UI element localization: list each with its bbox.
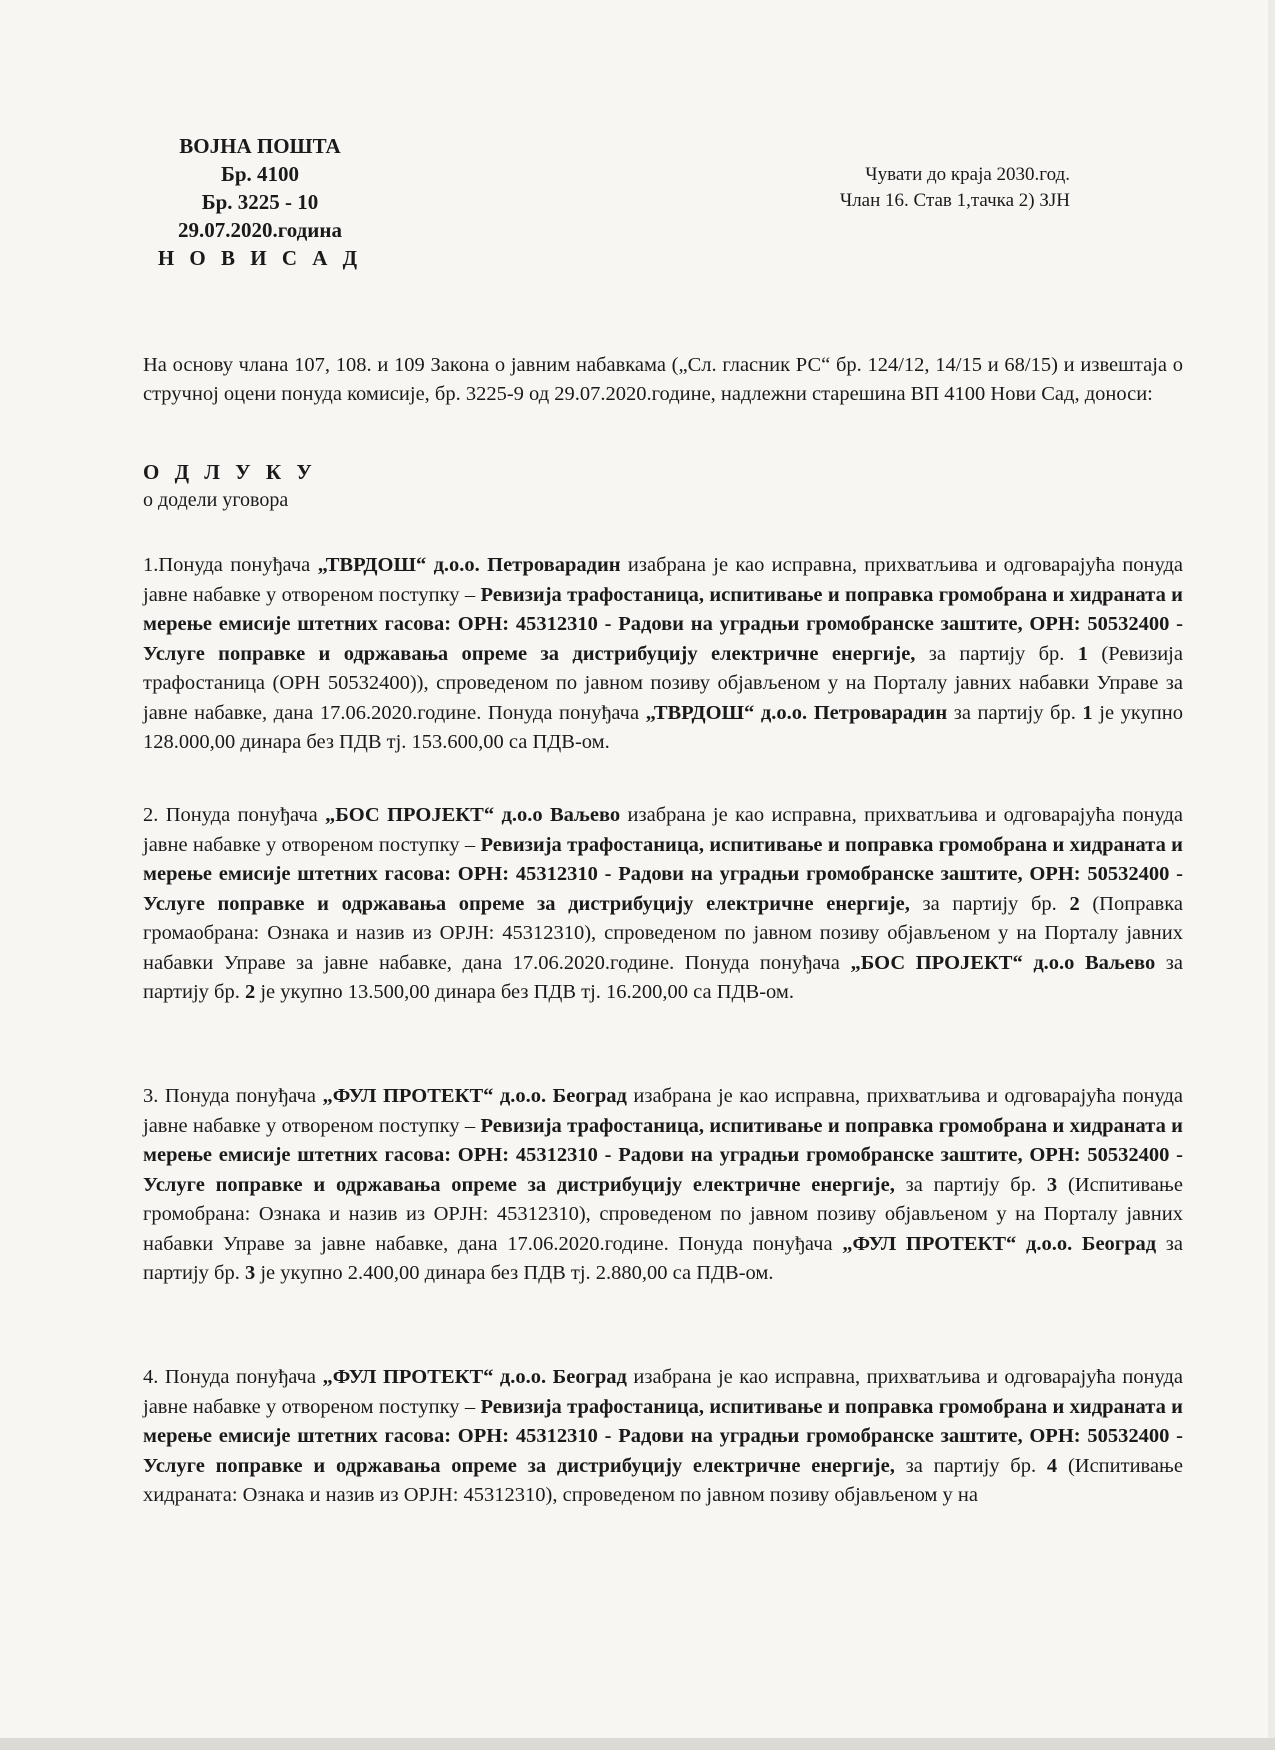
item-prefix: 3. Понуда понуђача	[143, 1085, 323, 1107]
decision-item-2	[143, 801, 1183, 1008]
intro-paragraph: На основу члана 107, 108. и 109 Закона о јавним набавкама („Сл. гласник РС“ бр. 124/12, 14/15 и 68/15) и извештаја о стручној оцени понуда комисије, бр. 3225-9 од 29.07.2020.године, надлежни старешина ВП 4100 Нови Сад, доноси:	[143, 354, 1183, 405]
procurement-subject: Ревизија трафостаница, испитивање и поправка громобрана и хидраната и мерење емисије штетних гасова: ОРН: 45312310 - Радови на уградњи громобранске заштите, ОРН: 50532400 - Услуге поправке и одржавања опреме за дистрибуцију електричне енергије,	[143, 833, 1183, 915]
document-number: Бр. 3225 - 10	[201, 190, 319, 214]
lot-number: 4	[1046, 1454, 1058, 1477]
lot-number: 3	[244, 1262, 256, 1284]
decision-title: О Д Л У К У	[143, 460, 317, 484]
item-prefix: 4. Понуда понуђача	[143, 1366, 323, 1388]
lot-number: 2	[1069, 892, 1080, 915]
bidder-name: „ФУЛ ПРОТЕКТ“ д.о.о. Београд	[322, 1366, 627, 1388]
unit-number: Бр. 4100	[220, 162, 300, 186]
scan-edge	[1268, 0, 1275, 1750]
lot-number: 3	[1046, 1173, 1058, 1196]
item-text: изабрана је као исправна, прихватљива и одговарајућа понуда јавне набавке у отвореном поступку –	[143, 554, 1184, 606]
bidder-name: „БОС ПРОЈЕКТ“ д.о.о Ваљево	[325, 804, 621, 826]
decision-subtitle: о додели уговора	[143, 489, 289, 511]
item-text: изабрана је као исправна, прихватљива и одговарајућа понуда јавне набавке у отвореном поступку –	[143, 1085, 1183, 1137]
bidder-name: „ФУЛ ПРОТЕКТ“ д.о.о. Београд	[842, 1232, 1157, 1255]
item-prefix: 2. Понуда понуђача	[143, 804, 326, 826]
offer-amount: је укупно 2.400,00 динара без ПДВ тј. 2.880,00 са ПДВ-ом.	[255, 1262, 774, 1284]
procurement-subject: Ревизија трафостаница, испитивање и поправка громобрана и хидраната и мерење емисије штетних гасова: ОРН: 45312310 - Радови на уградњи громобранске заштите, ОРН: 50532400 - Услуге поправке и одржавања опреме за дистрибуцију електричне енергије,	[143, 1395, 1183, 1477]
bidder-name: „ТВРДОШ“ д.о.о. Петроварадин	[645, 701, 948, 724]
document-date: 29.07.2020.година	[178, 218, 342, 242]
item-text: изабрана је као исправна, прихватљива и одговарајућа понуда јавне набавке у отвореном поступку –	[143, 804, 1184, 856]
lot-description: (Испитивање хидраната: Ознака и назив из ОРЈН: 45312310), спроведеном по јавном позиву објављеном у на	[143, 1454, 1183, 1506]
lot-number: 2	[244, 981, 256, 1003]
lot-label: за партију бр.	[143, 1232, 1183, 1284]
retention-block	[770, 162, 1070, 214]
lot-label: за партију бр.	[894, 1454, 1047, 1477]
lot-label: за партију бр.	[894, 1173, 1047, 1196]
lot-label: за партију бр.	[143, 951, 1183, 1003]
legal-article: Члан 16. Став 1,тачка 2) ЗЈН	[839, 190, 1070, 211]
city: Н О В И С А Д	[157, 246, 363, 270]
lot-description: (Ревизија трафостаница (ОРН 50532400)), спроведеном по јавном позиву објављеном у на Порталу јавних набавки Управе за јавне набавке, дана 17.06.2020.године. Понуда понуђача	[143, 642, 1183, 724]
bidder-name: „ТВРДОШ“ д.о.о. Петроварадин	[317, 554, 621, 576]
lot-label: за партију бр.	[909, 892, 1070, 915]
item-prefix: 1.Понуда понуђача	[143, 554, 318, 576]
bidder-name: „БОС ПРОЈЕКТ“ д.о.о Ваљево	[850, 951, 1156, 974]
lot-number: 1	[1077, 642, 1089, 665]
decision-item-4	[143, 1363, 1183, 1511]
decision-item-3	[143, 1082, 1183, 1289]
offer-amount: је укупно 128.000,00 динара без ПДВ тј. 153.600,00 са ПДВ-ом.	[143, 701, 1183, 753]
lot-description: (Поправка громаобрана: Ознака и назив из ОРЈН: 45312310), спроведеном по јавном позиву објављеном у на Порталу јавних набавки Управе за јавне набавке, дана 17.06.2020.године. Понуда понуђача	[143, 892, 1183, 974]
procurement-subject: Ревизија трафостаница, испитивање и поправка громобрана и хидраната и мерење емисије штетних гасова: ОРН: 45312310 - Радови на уградњи громобранске заштите, ОРН: 50532400 - Услуге поправке и одржавања опреме за дистрибуцију електричне енергије,	[143, 1114, 1183, 1196]
lot-description: (Испитивање громобрана: Ознака и назив из ОРЈН: 45312310), спроведеном по јавном позиву објављеном у на Порталу јавних набавки Управе за јавне набавке, дана 17.06.2020.године. Понуда понуђача	[143, 1173, 1183, 1255]
bidder-name: „ФУЛ ПРОТЕКТ“ д.о.о. Београд	[322, 1085, 627, 1107]
lot-label: за партију бр.	[947, 701, 1083, 724]
retention-note: Чувати до краја 2030.год.	[865, 164, 1070, 185]
org-name: ВОЈНА ПОШТА	[179, 134, 341, 158]
item-text: изабрана је као исправна, прихватљива и одговарајућа понуда јавне набавке у отвореном поступку –	[143, 1366, 1183, 1418]
sender-block	[150, 132, 370, 272]
lot-label: за партију бр.	[915, 642, 1078, 665]
decision-item-1	[143, 551, 1183, 758]
scan-edge	[0, 1738, 1275, 1750]
procurement-subject: Ревизија трафостаница, испитивање и поправка громобрана и хидраната и мерење емисије штетних гасова: ОРН: 45312310 - Радови на уградњи громобранске заштите, ОРН: 50532400 - Услуге поправке и одржавања опреме за дистрибуцију електричне енергије,	[143, 583, 1183, 665]
offer-amount: је укупно 13.500,00 динара без ПДВ тј. 16.200,00 са ПДВ-ом.	[255, 981, 794, 1003]
lot-number: 1	[1082, 701, 1093, 724]
